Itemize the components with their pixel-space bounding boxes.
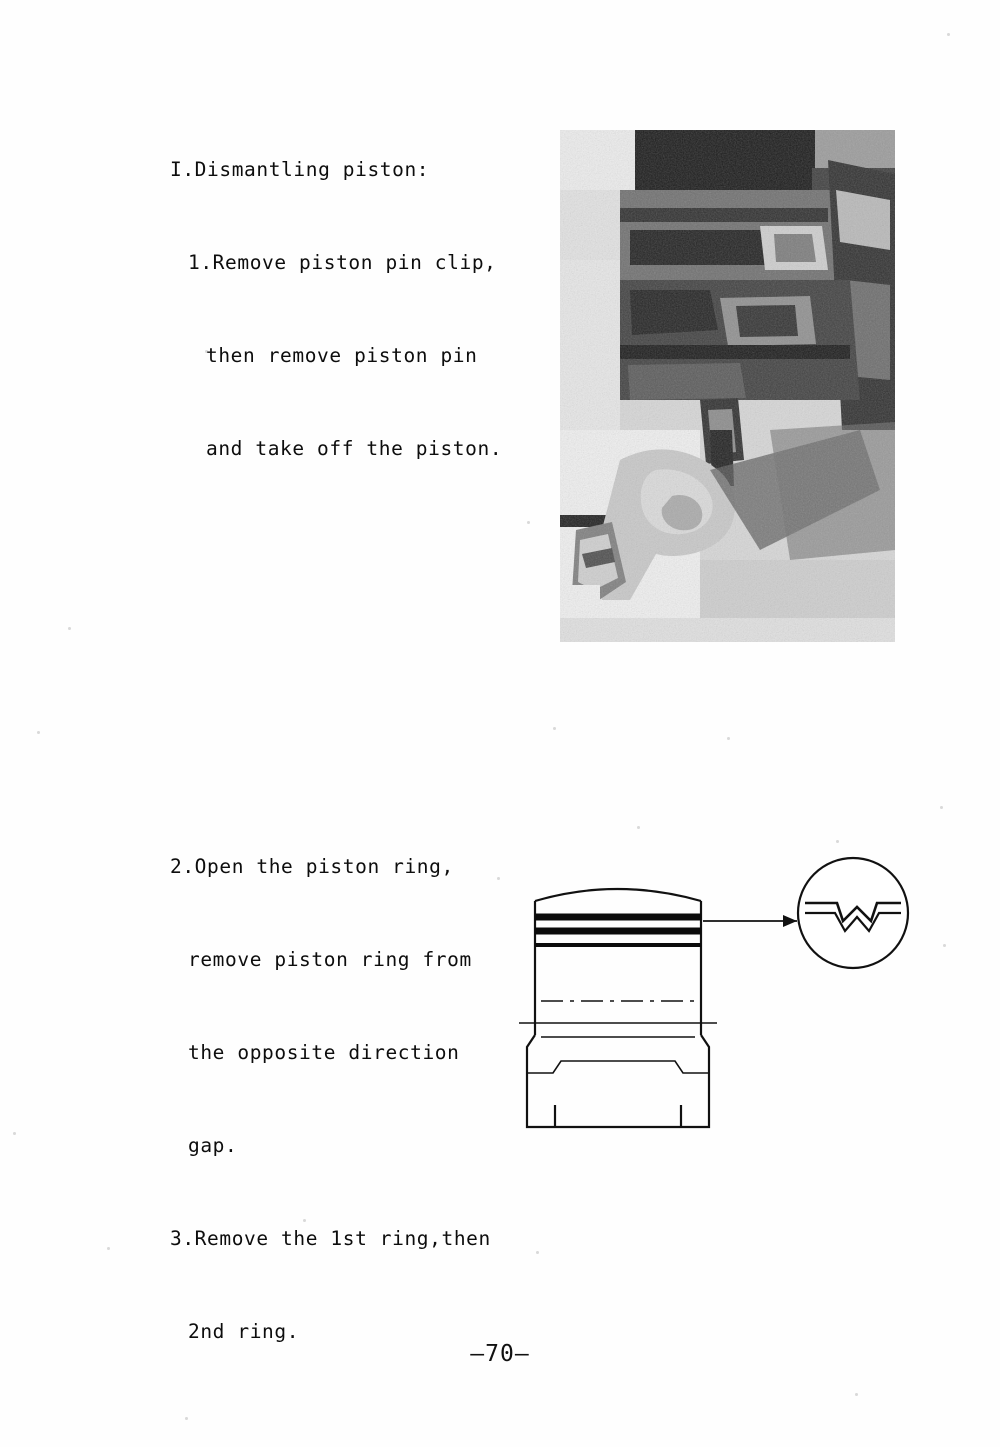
instruction-line: 2nd ring. [188,1320,300,1343]
scan-speckle [947,33,950,36]
instruction-line: gap. [188,1134,238,1157]
instruction-line: and take off the piston. [206,437,503,460]
instruction-line: remove piston ring from [188,948,472,971]
scan-speckle [527,521,530,524]
piston-diagram-svg [505,855,925,1155]
scan-speckle [940,806,943,809]
detail-leader-line [703,915,797,927]
scan-speckle [637,826,640,829]
instruction-line: 3.Remove the 1st ring,then [170,1227,491,1250]
instruction-block-ring-removal [170,789,491,1409]
photo-svg [560,130,895,642]
instruction-block-dismantling [170,92,502,526]
photo-content [560,130,895,642]
scan-speckle [185,1417,188,1420]
scan-speckle [536,1251,539,1254]
photo-engine-piston-removal [560,130,895,642]
scan-speckle [107,1247,110,1250]
scan-speckle [13,1132,16,1135]
instruction-line: I.Dismantling piston: [170,158,430,181]
scan-speckle [37,731,40,734]
instruction-line: then remove piston pin [206,344,478,367]
ring-gap-detail [798,858,908,968]
scan-speckle [943,944,946,947]
scan-speckle [68,627,71,630]
instruction-line: the opposite direction [188,1041,460,1064]
scan-speckle [727,737,730,740]
diagram-piston-rings [505,855,925,1155]
page-number: —70— [470,1341,530,1367]
scan-speckle [553,727,556,730]
scan-speckle [855,1393,858,1396]
scan-speckle [497,877,500,880]
instruction-line: 2.Open the piston ring, [170,855,454,878]
instruction-line: 1.Remove piston pin clip, [188,251,497,274]
scan-speckle [836,840,839,843]
